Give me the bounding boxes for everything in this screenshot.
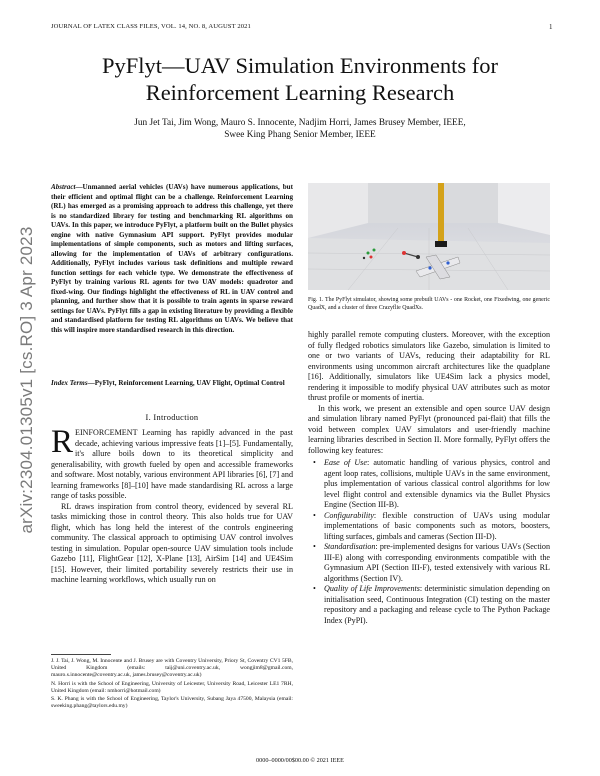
- feature-list: [308, 458, 550, 626]
- simulator-render: [308, 183, 550, 290]
- page-number: 1: [549, 23, 553, 31]
- feature-item: [308, 542, 550, 584]
- feature-term: Standardisation: [324, 542, 376, 551]
- index-terms-label: Index Terms: [51, 379, 88, 387]
- right-column-body: [308, 330, 550, 626]
- abstract-label: Abstract: [51, 183, 76, 191]
- footnote: S. K. Phang is with the School of Engineering, Taylor's University, Subang Jaya 47500, Malaysia (email: sweeking.phang@taylors.edu.my): [51, 696, 293, 710]
- arxiv-id: arXiv:2304.01305v1 [cs.RO] 3 Apr 2023: [17, 226, 36, 534]
- rocket-body: [438, 183, 444, 243]
- feature-term: Ease of Use: [324, 458, 367, 467]
- drop-cap: R: [51, 424, 74, 460]
- intro-paragraph-2: RL draws inspiration from control theory, evidenced by several RL tasks mimicking those in control theory. This also holds true for UAV flight, which has long held the interest of the controls engineering community. The classical approach to optimising UAV control involves testing in simulation. Popular open-source UAV simulation tools include Gazebo [11], FlightGear [12], X-Plane [13], AirSim [14] and UE4Sim [15]. However, their limited portability severely restricts their use in machine learning workflows, which usually run on: [51, 501, 293, 584]
- abstract-text: —Unmanned aerial vehicles (UAVs) have numerous applications, but their efficient and optimal flight can be a challenge. Reinforcement Learning (RL) has emerged as a promising approach to address this challenge, yet there is no standardized library for testing and benchmarking RL algorithms on UAVs. In this paper, we introduce PyFlyt, a platform built on the Bullet physics engine with native Gymnasium API support. PyFlyt provides modular implementations of simple components, such as motors and lifting surfaces, allowing for the implementation of UAVs of arbitrary configurations. Additionally, PyFlyt includes various task definitions and multiple reward function settings for each vehicle type. We demonstrate the effectiveness of PyFlyt by training various RL agents for two UAV models: quadrotor and fixed-wing. Our findings highlight the effectiveness of RL in UAV control and planning, and further show that it is possible to train agents in sparse reward settings for UAVs. PyFlyt fills a gap in existing literature by providing a flexible and standardised platform for testing RL algorithms on UAVs. We believe that this will inspire more standardised research in this direction.: [51, 183, 293, 334]
- footnote-rule: [51, 654, 111, 655]
- figure-1-image: [308, 183, 550, 290]
- footnotes: [51, 658, 293, 711]
- feature-item: [308, 584, 550, 626]
- introduction-body: [51, 424, 293, 586]
- feature-term: Quality of Life Improvements: [324, 584, 420, 593]
- intro-paragraph-1: EINFORCEMENT Learning has rapidly advanced in the past decade, achieving various impressive feats [1]–[5]. Fundamentally, it's allure boils down to its theoretical simplicity and generalisability, with growth fueled by open and accessible frameworks and software. Most notably, various environment API libraries [6], [7] and learning frameworks [8]–[10] have made standardising RL across a large range of tasks possible.: [51, 428, 293, 500]
- abstract: [51, 183, 293, 335]
- author-list: [60, 117, 540, 141]
- running-header: JOURNAL OF LATEX CLASS FILES, VOL. 14, NO. 8, AUGUST 2021: [51, 23, 251, 30]
- feature-text: : deterministic simulation depending on initialisation seed, Continuous Integration (CI) testing on the master repository and a packaging and release cycle to The Python Package Index (PyPI).: [324, 584, 550, 625]
- feature-text: : flexible construction of UAVs using modular implementations of basic components such as motors, boosters, lifting surfaces, gimbals and cameras (Section III-D).: [324, 510, 550, 541]
- bullet-icon: •: [313, 542, 316, 551]
- bullet-icon: •: [313, 510, 316, 520]
- authors-line-2: Swee King Phang Senior Member, IEEE: [224, 130, 376, 140]
- bullet-icon: •: [313, 458, 316, 467]
- index-terms: [51, 379, 293, 389]
- feature-text: : automatic handling of various physics, control and agent loop rates, collisions, multiple UAVs in the same environment, plus implementation of various classical control algorithms for low level flight control and extensible dynamics via the Bullet Physics Engine (Section III-B).: [324, 458, 550, 509]
- right-paragraph-2: In this work, we present an extensible and open source UAV design and simulation library named PyFlyt (pronounced pai-flait) that fills the void between complex UAV simulators and user-friendly machine learning libraries described in Section II. More formally, PyFlyt offers the following key features:: [308, 403, 550, 455]
- feature-item: [308, 458, 550, 511]
- feature-item: [308, 511, 550, 543]
- footnote: J. J. Tai, J. Wong, M. Innocente and J. Brusey are with Coventry University, Priory St, Coventry CV1 5FB, United Kingdom (emails: taij@uni.coventry.ac.uk, wongjim8@gmail.com, mauro.s.innocente@coventry.ac.uk, james.brusey@coventry.ac.uk): [51, 658, 293, 679]
- section-heading-introduction: I. Introduction: [145, 413, 199, 422]
- arxiv-watermark: [8, 180, 46, 580]
- footnote: N. Horri is with the School of Engineering, University of Leicester, University Road, Leicester LE1 7RH, United Kingdom (email: nmhorri@hotmail.com): [51, 680, 293, 694]
- feature-term: Configurability: [324, 510, 374, 520]
- index-terms-text: —PyFlyt, Reinforcement Learning, UAV Flight, Optimal Control: [87, 379, 285, 387]
- paper-title: PyFlyt—UAV Simulation Environments for Reinforcement Learning Research: [101, 53, 499, 105]
- figure-1-caption: Fig. 1. The PyFlyt simulator, showing some prebuilt UAVs - one Rocket, one Fixedwing, one generic QuadX, and a cluster of three Crazyflie QuadXs.: [308, 297, 550, 311]
- bullet-icon: •: [313, 584, 316, 593]
- right-paragraph-1: highly parallel remote computing clusters. Moreover, with the exception of fully fledged robotics simulators like Gazebo, simulation is limited to one or two variants of UAVs, reducing their adaptability for RL environments using uncommon aircraft architectures like the quadplane [16]. Additionally, simulators like UE4Sim lack a physics model, rendering it impossible to modify physical UAV attributes such as motor thrust profile or moments of inertia.: [308, 330, 550, 402]
- copyright-footer: 0000–0000/00$00.00 © 2021 IEEE: [256, 757, 344, 764]
- feature-text: : pre-implemented designs for various UAVs (Section III-E) along with corresponding environments compatible with the Gymnasium API (Section III-F), tested extensively with various RL algorithms (Section IV).: [324, 542, 550, 583]
- authors-line-1: Jun Jet Tai, Jim Wong, Mauro S. Innocente, Nadjim Horri, James Brusey Member, IEEE,: [134, 118, 466, 128]
